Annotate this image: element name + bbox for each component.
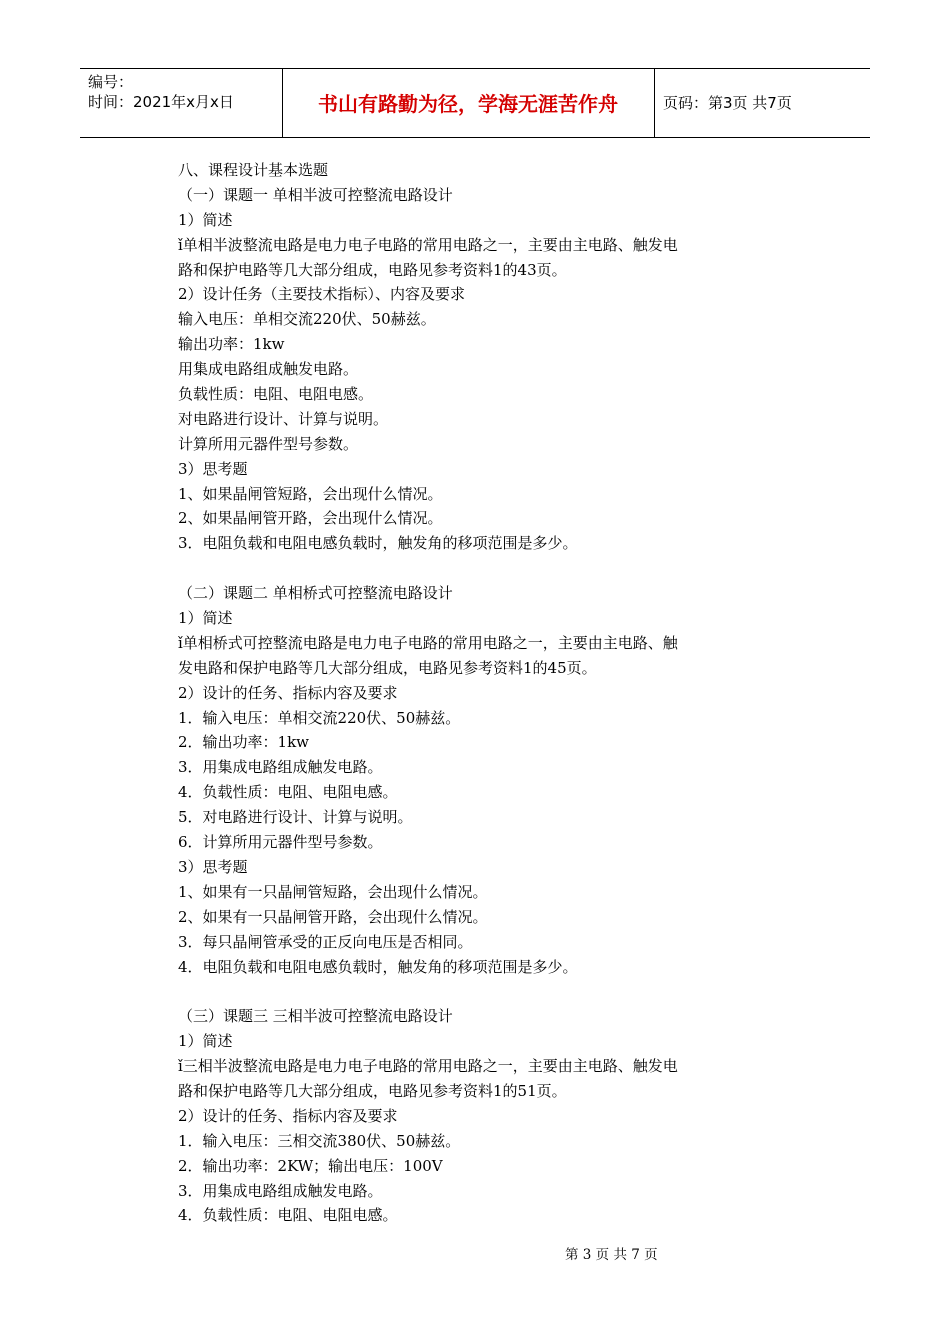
header-motto-cell [282,69,655,137]
text-line: 对电路进行设计、计算与说明。 [178,409,389,428]
text-line: 1、如果晶闸管短路，会出现什么情况。 [178,484,443,503]
text-line: ǐ三相半波整流电路是电力电子电路的常用电路之一，主要由主电路、触发电 [178,1057,678,1076]
text-line: 3．电阻负载和电阻电感负载时，触发角的移项范围是多少。 [178,534,578,553]
text-line: 2、如果晶闸管开路，会出现什么情况。 [178,509,443,528]
text-line: 1．输入电压：单相交流220伏、50赫兹。 [178,708,461,727]
text-line: （二）课题二 单相桥式可控整流电路设计 [178,584,453,603]
text-line: 3）思考题 [178,459,248,478]
text-line: 2．输出功率：1kw [178,733,310,752]
header-page-number: 页码：第3页 共7页 [663,94,792,112]
text-line: 1、如果有一只晶闸管短路，会出现什么情况。 [178,882,488,901]
text-line: 输出功率：1kw [178,335,285,354]
header-info-cell [80,69,283,137]
text-line: 2、如果有一只晶闸管开路，会出现什么情况。 [178,907,488,926]
text-line: 2）设计的任务、指标内容及要求 [178,683,398,702]
text-line: 1）简述 [178,210,233,229]
page-footer: 第 3 页 共 7 页 [565,1247,658,1263]
text-line: 4．电阻负载和电阻电感负载时，触发角的移项范围是多少。 [178,957,578,976]
text-line: 2．输出功率：2KW；输出电压：100V [178,1156,443,1175]
document-number: 编号： [88,73,134,91]
header-page-cell [655,69,870,137]
text-line: 6．计算所用元器件型号参数。 [178,833,383,852]
text-line: ǐ单相桥式可控整流电路是电力电子电路的常用电路之一，主要由主电路、触 [178,633,678,652]
text-line: 3）思考题 [178,857,248,876]
text-line: 5．对电路进行设计、计算与说明。 [178,808,413,827]
text-line: 4．负载性质：电阻、电阻电感。 [178,783,398,802]
topic-section [178,158,758,556]
text-line: 1）简述 [178,609,233,628]
text-line: ǐ单相半波整流电路是电力电子电路的常用电路之一，主要由主电路、触发电 [178,235,678,254]
section-gap [178,979,758,1004]
text-line: 1）简述 [178,1032,233,1051]
text-line: 路和保护电路等几大部分组成，电路见参考资料1的43页。 [178,260,567,279]
text-line: 发电路和保护电路等几大部分组成，电路见参考资料1的45页。 [178,658,597,677]
document-date: 时间：2021年x月x日 [88,93,234,111]
text-line: 输入电压：单相交流220伏、50赫兹。 [178,310,436,329]
text-line: 3．每只晶闸管承受的正反向电压是否相同。 [178,932,473,951]
text-line: 用集成电路组成触发电路。 [178,360,359,379]
text-line: 路和保护电路等几大部分组成，电路见参考资料1的51页。 [178,1081,567,1100]
text-line: 3．用集成电路组成触发电路。 [178,758,383,777]
text-line: 3．用集成电路组成触发电路。 [178,1181,383,1200]
header-motto: 书山有路勤为径，学海无涯苦作舟 [318,92,618,116]
text-line: （三）课题三 三相半波可控整流电路设计 [178,1007,453,1026]
topic-section [178,581,758,979]
text-line: 八、课程设计基本选题 [178,161,329,179]
section-gap [178,556,758,581]
text-line: 计算所用元器件型号参数。 [178,434,359,453]
page-header [80,68,870,138]
topic-section [178,1004,758,1228]
text-line: 4．负载性质：电阻、电阻电感。 [178,1206,398,1225]
text-line: 2）设计的任务、指标内容及要求 [178,1106,398,1125]
text-line: 2）设计任务（主要技术指标）、内容及要求 [178,285,466,304]
text-line: （一）课题一 单相半波可控整流电路设计 [178,185,453,204]
text-line: 负载性质：电阻、电阻电感。 [178,385,374,404]
text-line: 1．输入电压：三相交流380伏、50赫兹。 [178,1131,461,1150]
document-body [178,158,758,1228]
